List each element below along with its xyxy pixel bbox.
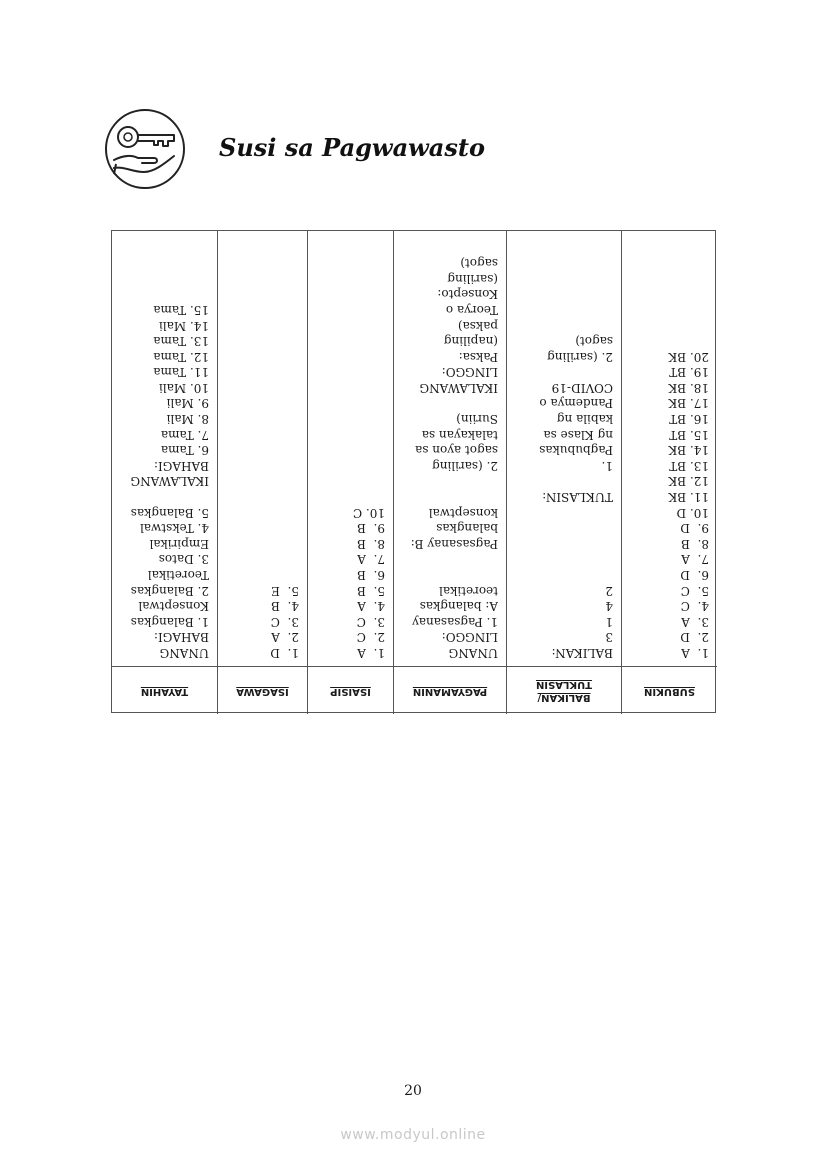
column-header: TAYAHIN (112, 666, 217, 714)
answer-key-table-rotated (112, 231, 717, 714)
column-header: PAGYAMANIN (394, 666, 506, 714)
column-answers: 1. D 2. A 3. C 4. B 5. E (270, 583, 299, 660)
column-answers: 1. A 2. C 3. C 4. A 5. B 6. B 7. A 8. B 9. B 10. C (352, 505, 385, 660)
column-balikan-tuklasin (506, 231, 621, 714)
page-number: 20 (404, 1083, 422, 1099)
column-pagyamanin (393, 231, 506, 714)
column-header: ISAISIP (308, 666, 393, 714)
column-header: BALIKAN/ TUKLASIN (507, 666, 621, 714)
column-header: SUBUKIN (622, 666, 717, 714)
column-subukin (621, 231, 717, 714)
column-answers: UNANG BAHAGI: 1. Balangkas Konseptwal 2. Balangkas Teoretikal 3. Datos Empirikal 4. Tekstwal 5. Balangkas IKALAWANG BAHAGI: 6. Tama 7. Tama 8. Mali 9. Mali 10. Mali 11. Tama 12. Tama 13. Tama 14. Mali 15. Tama (130, 302, 209, 660)
column-answers: BALIKAN: 3 1 4 2 TUKLASIN: 1. Pagbubukas ng Klase sa kabila ng Pandemya o COVID-19 2. (sariling sagot) (539, 334, 613, 660)
page-title: Susi sa Pagwawasto (219, 133, 485, 162)
column-isaisip (307, 231, 393, 714)
answer-key-table (111, 230, 716, 713)
key-in-hand-icon (104, 108, 186, 190)
column-isagawa (217, 231, 307, 714)
watermark: www.modyul.online (340, 1127, 486, 1143)
column-header: ISAGAWA (218, 666, 307, 714)
column-tayahin (112, 231, 217, 714)
column-answers: 1. A 2. D 3. A 4. C 5. C 6. D 7. A 8. B 9. D 10. D 11. BK 12. BK 13. BT 14. BK 15. BT 16. BT 17. BK 18. BK 19. BT 20. BK (668, 349, 709, 660)
column-answers: UNANG LINGGO: 1. Pagsasanay A: balangkas teoretikal Pagsasanay B: balangkas konseptwal 2. (sariling sagot ayon sa talakayan sa Suriin) IKALAWANG LINGGO: Paksa: (napiling paksa) Teorya o Konsepto: (sariling sagot) (410, 256, 498, 660)
